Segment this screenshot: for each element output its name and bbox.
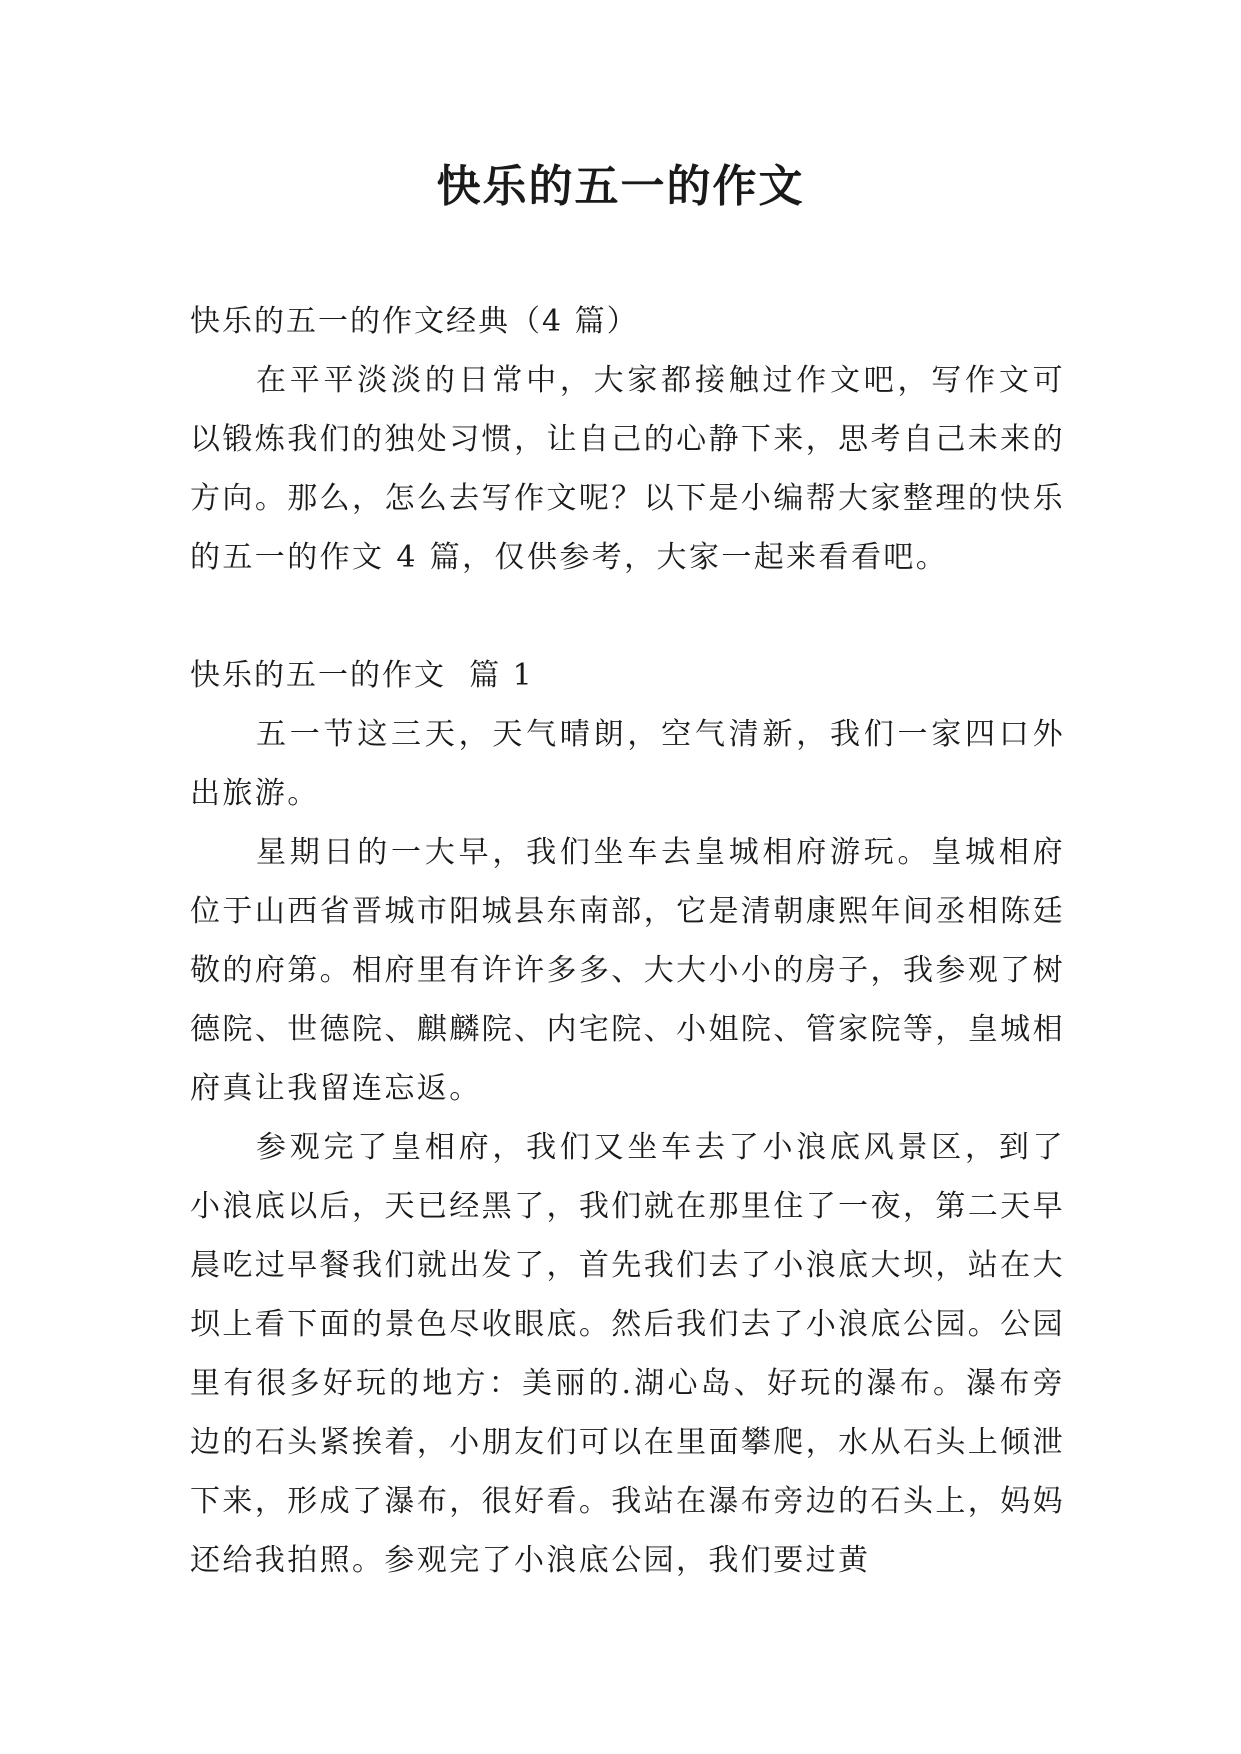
section1-paragraph-3: 参观完了皇相府，我们又坐车去了小浪底风景区，到了小浪底以后，天已经黑了，我们就在那里住了一夜，第二天早晨吃过早餐我们就出发了，首先我们去了小浪底大坝，站在大坝上看下面的景色尽收眼底。然后我们去了小浪底公园。公园里有很多好玩的地方：美丽的.湖心岛、好玩的瀑布。瀑布旁边的石头紧挨着，小朋友们可以在里面攀爬，水从石头上倾泄下来，形成了瀑布，很好看。我站在瀑布旁边的石头上，妈妈还给我拍照。参观完了小浪底公园，我们要过黄 [190, 1130, 1065, 1578]
document-body [190, 292, 1065, 1590]
document-title: 快乐的五一的作文 [436, 161, 805, 212]
section1-paragraph-2: 星期日的一大早，我们坐车去皇城相府游玩。皇城相府位于山西省晋城市阳城县东南部，它是清朝康熙年间丞相陈廷敬的府第。相府里有许许多多、大大小小的房子，我参观了树德院、世德院、麒麟院、内宅院、小姐院、管家院等，皇城相府真让我留连忘返。 [190, 835, 1065, 1106]
intro-heading: 快乐的五一的作文经典（4 篇） [190, 304, 639, 339]
section-spacer [190, 587, 1065, 646]
section1-paragraph-1: 五一节这三天，天气晴朗，空气清新，我们一家四口外出旅游。 [190, 717, 1065, 811]
intro-paragraph: 在平平淡淡的日常中，大家都接触过作文吧，写作文可以锻炼我们的独处习惯，让自己的心静下来，思考自己未来的方向。那么，怎么去写作文呢？以下是小编帮大家整理的快乐的五一的作文 4 篇，仅供参考，大家一起来看看吧。 [190, 363, 1065, 575]
section1-heading: 快乐的五一的作文 篇 1 [190, 658, 534, 693]
